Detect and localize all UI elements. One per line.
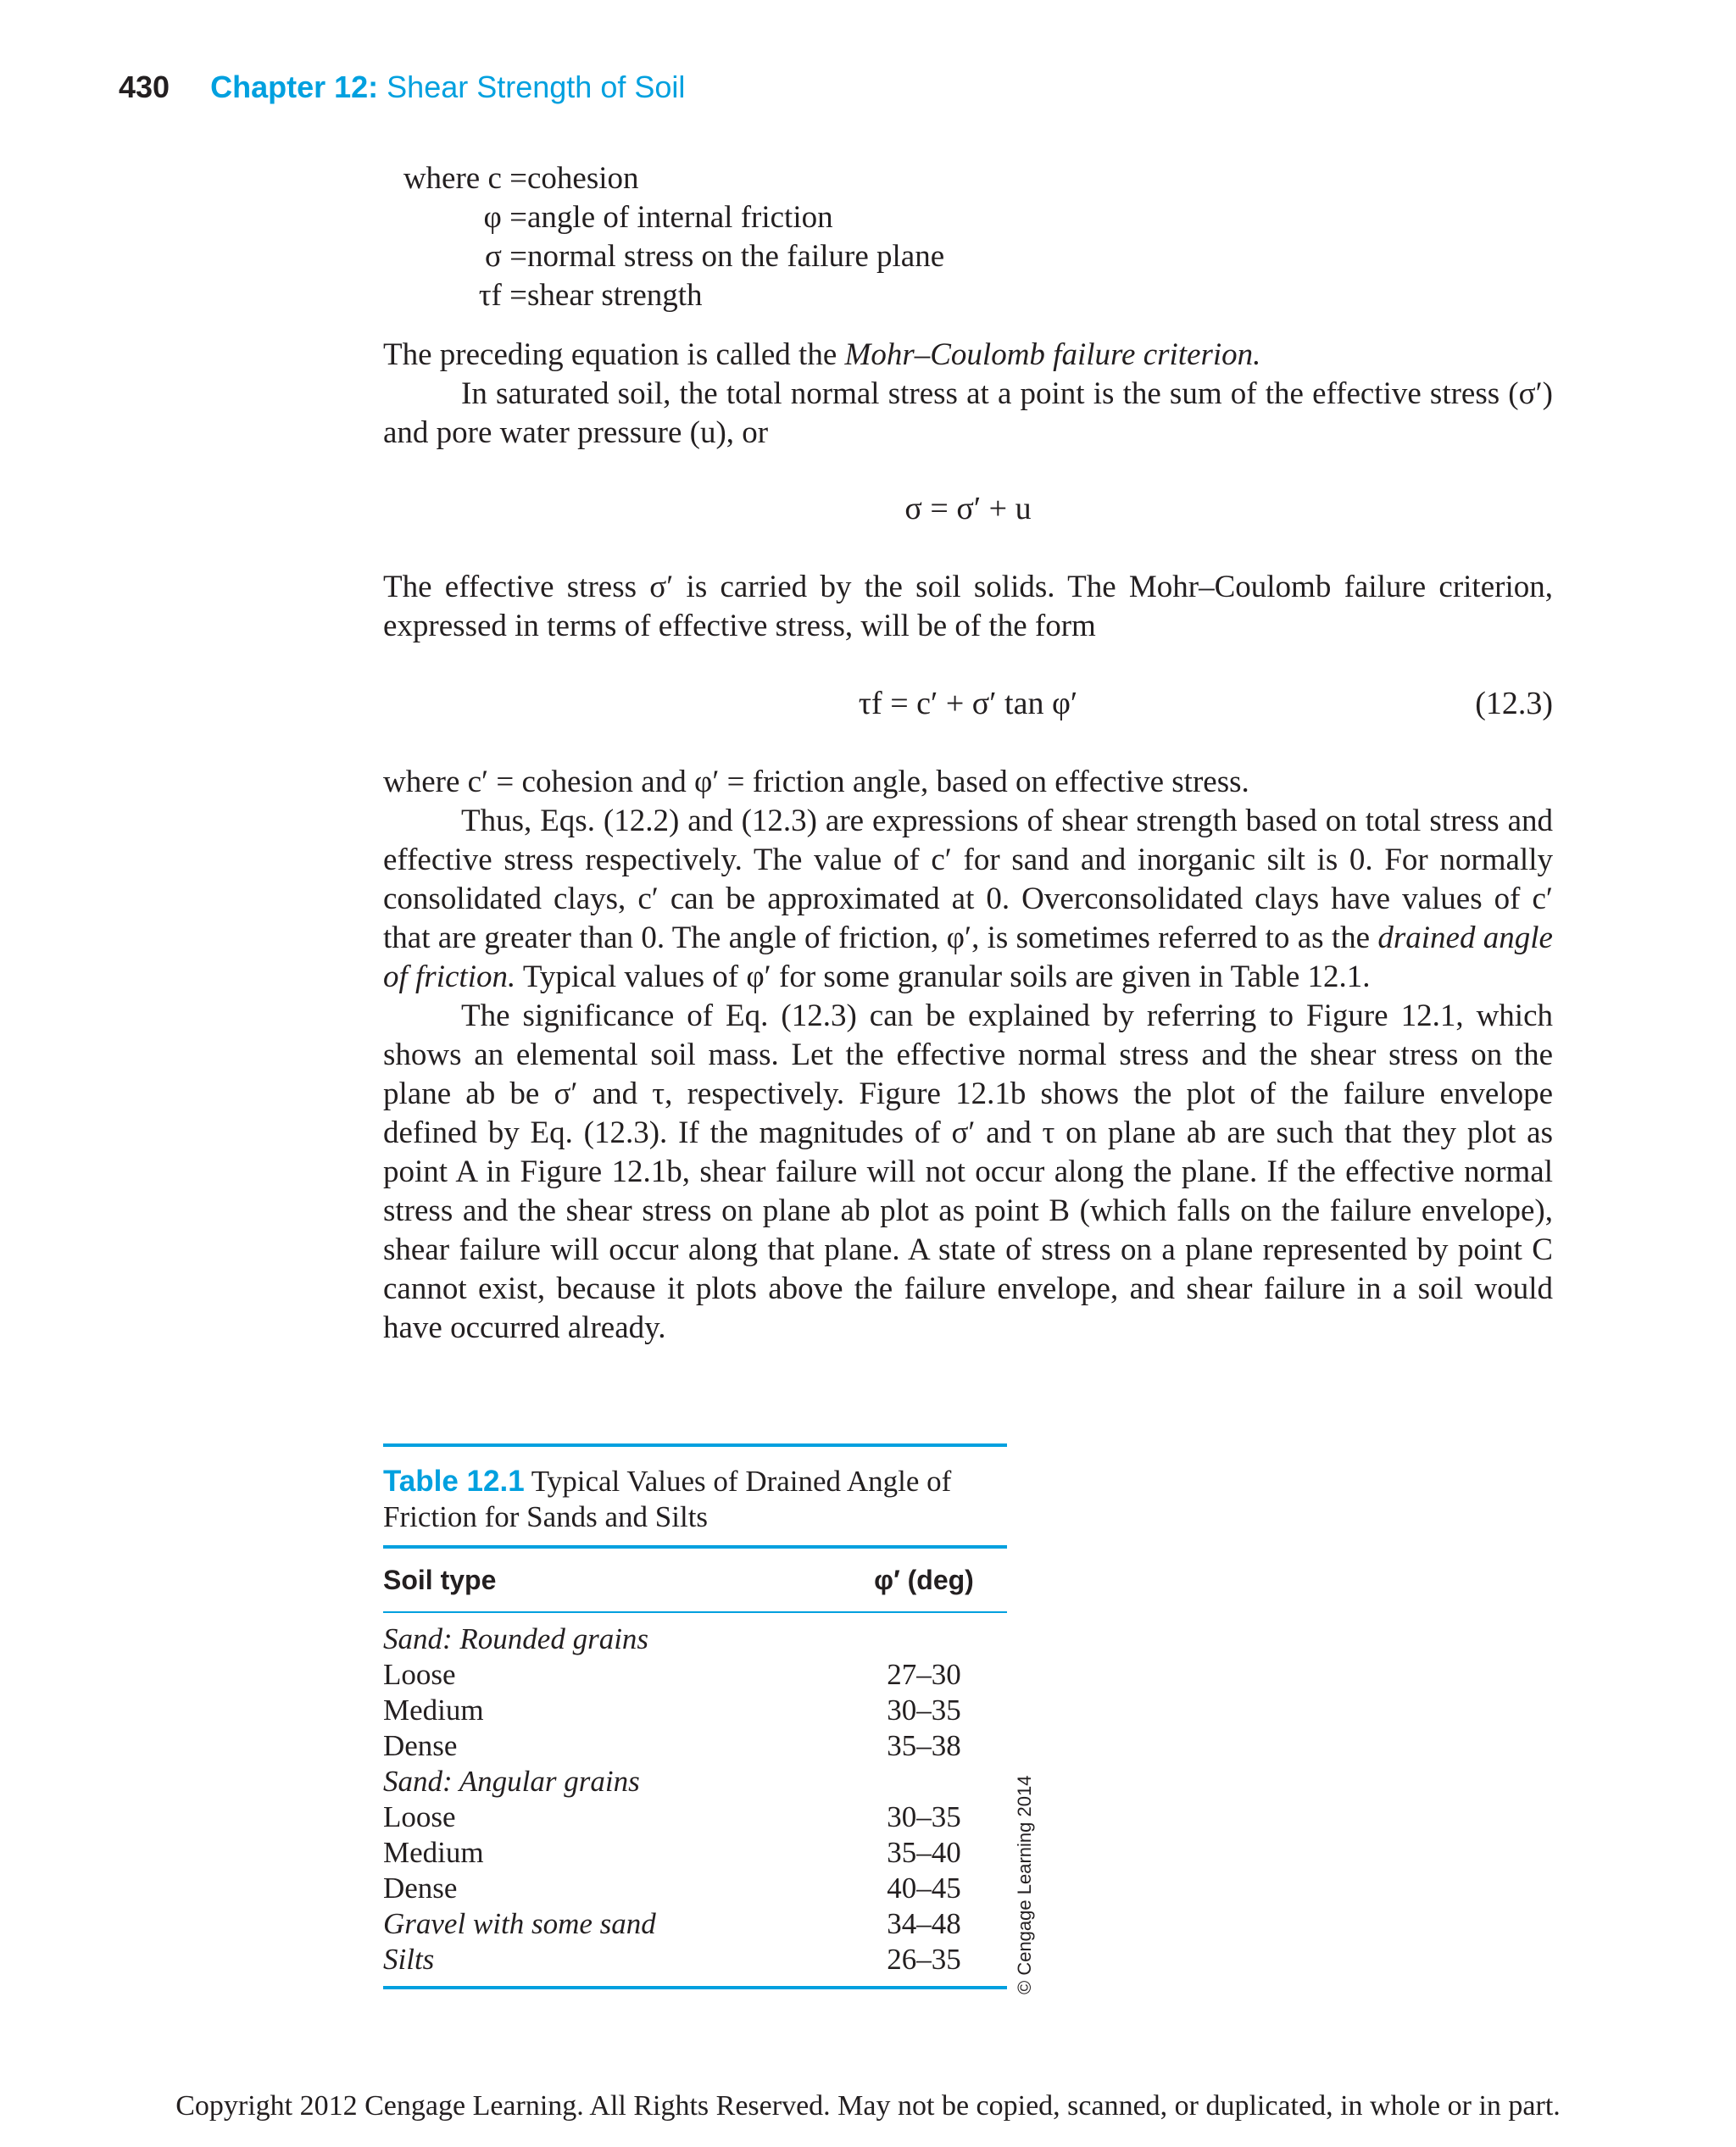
equation-number: (12.3)	[1475, 686, 1553, 721]
definition-row	[383, 159, 1553, 198]
image-credit: © Cengage Learning 2014	[1014, 1775, 1035, 1994]
soil-type-cell: Sand: Rounded grains	[383, 1622, 649, 1655]
table-row	[383, 1835, 1007, 1871]
equation-12-3	[383, 685, 1553, 727]
table-row	[383, 1906, 1007, 1942]
definition-row	[383, 237, 1553, 276]
definition-row	[383, 276, 1553, 315]
table-row	[383, 1942, 1007, 1977]
paragraph-text: Typical values of φ′ for some granular soils are given in Table 12.1.	[515, 959, 1371, 994]
soil-type-cell: Medium	[383, 1836, 484, 1869]
paragraph	[383, 568, 1553, 646]
table-row	[383, 1728, 1007, 1764]
equation-body: σ = σ′ + u	[904, 491, 1032, 526]
definition-text: shear strength	[527, 278, 703, 313]
column-header-soil-type: Soil type	[383, 1564, 497, 1595]
table-bottom-rule	[383, 1986, 1007, 1989]
table-row	[383, 1693, 1007, 1728]
definition-symbol: σ =	[484, 239, 527, 274]
soil-type-cell: Loose	[383, 1658, 456, 1691]
definition-text: cohesion	[527, 161, 639, 196]
paragraph-text: Thus, Eqs. (12.2) and (12.3) are expressions of shear strength based on total stress and effective stress respectively. The value of c′ for sand and inorganic silt is 0. For normally consolidated clays, c′ can be approximated at 0. Overconsolidated clays have values of c′ that are greater than 0. The angle of friction, φ′, is sometimes referred to as the	[383, 804, 1553, 955]
friction-angle-cell	[841, 1764, 1007, 1799]
table-row	[383, 1621, 1007, 1657]
table-caption	[383, 1447, 1007, 1545]
soil-type-cell: Loose	[383, 1800, 456, 1833]
table-header	[383, 1549, 1007, 1611]
table-label: Table 12.1	[383, 1465, 525, 1498]
table-body	[383, 1613, 1007, 1986]
friction-angle-cell: 34–48	[887, 1907, 961, 1940]
friction-angle-cell: 35–40	[887, 1836, 961, 1869]
term-drained-angle: drained angle of friction.	[383, 921, 1553, 994]
column-header-friction-angle: φ′ (deg)	[874, 1564, 974, 1595]
paragraph	[383, 336, 1553, 375]
paragraph	[383, 802, 1553, 997]
friction-angle-cell: 27–30	[887, 1658, 961, 1691]
paragraph-text: The effective stress σ′ is carried by the soil solids. The Mohr–Coulomb failure criterion, expressed in terms of effective stress, will be of the form	[383, 570, 1553, 643]
page-header	[119, 70, 685, 105]
copyright-footer: Copyright 2012 Cengage Learning. All Rights Reserved. May not be copied, scanned, or duplicated, in whole or in part.	[175, 2090, 1561, 2122]
table-caption-text: Typical Values of Drained Angle of Friction for Sands and Silts	[383, 1465, 952, 1533]
intro-paragraphs	[383, 336, 1553, 453]
friction-angle-cell: 30–35	[887, 1694, 961, 1727]
paragraph: The significance of Eq. (12.3) can be explained by referring to Figure 12.1, which shows an elemental soil mass. Let the effective normal stress and the shear stress on the plane ab be σ′ and τ, respectively. Figure 12.1b shows the plot of the failure envelope defined by Eq. (12.3). If the magnitudes of σ′ and τ on plane ab are such that they plot as point A in Figure 12.1b, shear failure will not occur along the plane. If the effective normal stress and the shear stress on plane ab plot as point B (which falls on the failure envelope), shear failure will occur along that plane. A state of stress on a plane represented by point C cannot exist, because it plots above the failure envelope, and shear failure in a soil would have occurred already.	[383, 998, 1553, 1345]
paragraph-text: The preceding equation is called the	[383, 337, 845, 372]
friction-angle-cell: 35–38	[887, 1729, 961, 1762]
friction-angle-cell: 26–35	[887, 1943, 961, 1976]
table-12-1	[383, 1443, 1007, 1989]
equation-body: τf = c′ + σ′ tan φ′	[858, 686, 1078, 721]
friction-angle-cell	[841, 1621, 1007, 1657]
soil-type-cell: Silts	[383, 1943, 435, 1976]
chapter-label: Chapter 12:	[210, 70, 379, 104]
soil-type-cell: Gravel with some sand	[383, 1907, 656, 1940]
definition-symbol: φ =	[483, 200, 527, 235]
soil-type-cell: Dense	[383, 1729, 458, 1762]
definition-row	[383, 198, 1553, 237]
friction-angle-cell: 40–45	[887, 1872, 961, 1905]
table-row	[383, 1799, 1007, 1835]
definition-symbol: τf =	[478, 278, 527, 313]
friction-angle-cell: 30–35	[887, 1800, 961, 1833]
body-paragraphs	[383, 763, 1553, 1348]
equation-effective-stress	[383, 490, 1553, 532]
soil-type-cell: Medium	[383, 1694, 484, 1727]
chapter-title: Shear Strength of Soil	[387, 70, 686, 104]
soil-type-cell: Sand: Angular grains	[383, 1765, 640, 1798]
table-row	[383, 1871, 1007, 1906]
definition-symbol: where c =	[403, 161, 527, 196]
definition-list	[383, 159, 1553, 315]
table-row	[383, 1657, 1007, 1693]
paragraph: where c′ = cohesion and φ′ = friction angle, based on effective stress.	[383, 765, 1249, 799]
table-row	[383, 1764, 1007, 1799]
paragraph: In saturated soil, the total normal stress at a point is the sum of the effective stress (σ′) and pore water pressure (u), or	[383, 376, 1553, 450]
definition-text: angle of internal friction	[527, 200, 833, 235]
soil-type-cell: Dense	[383, 1872, 458, 1905]
term-mohr-coulomb: Mohr–Coulomb failure criterion.	[844, 337, 1261, 372]
definition-text: normal stress on the failure plane	[527, 239, 945, 274]
page-number: 430	[119, 70, 170, 104]
